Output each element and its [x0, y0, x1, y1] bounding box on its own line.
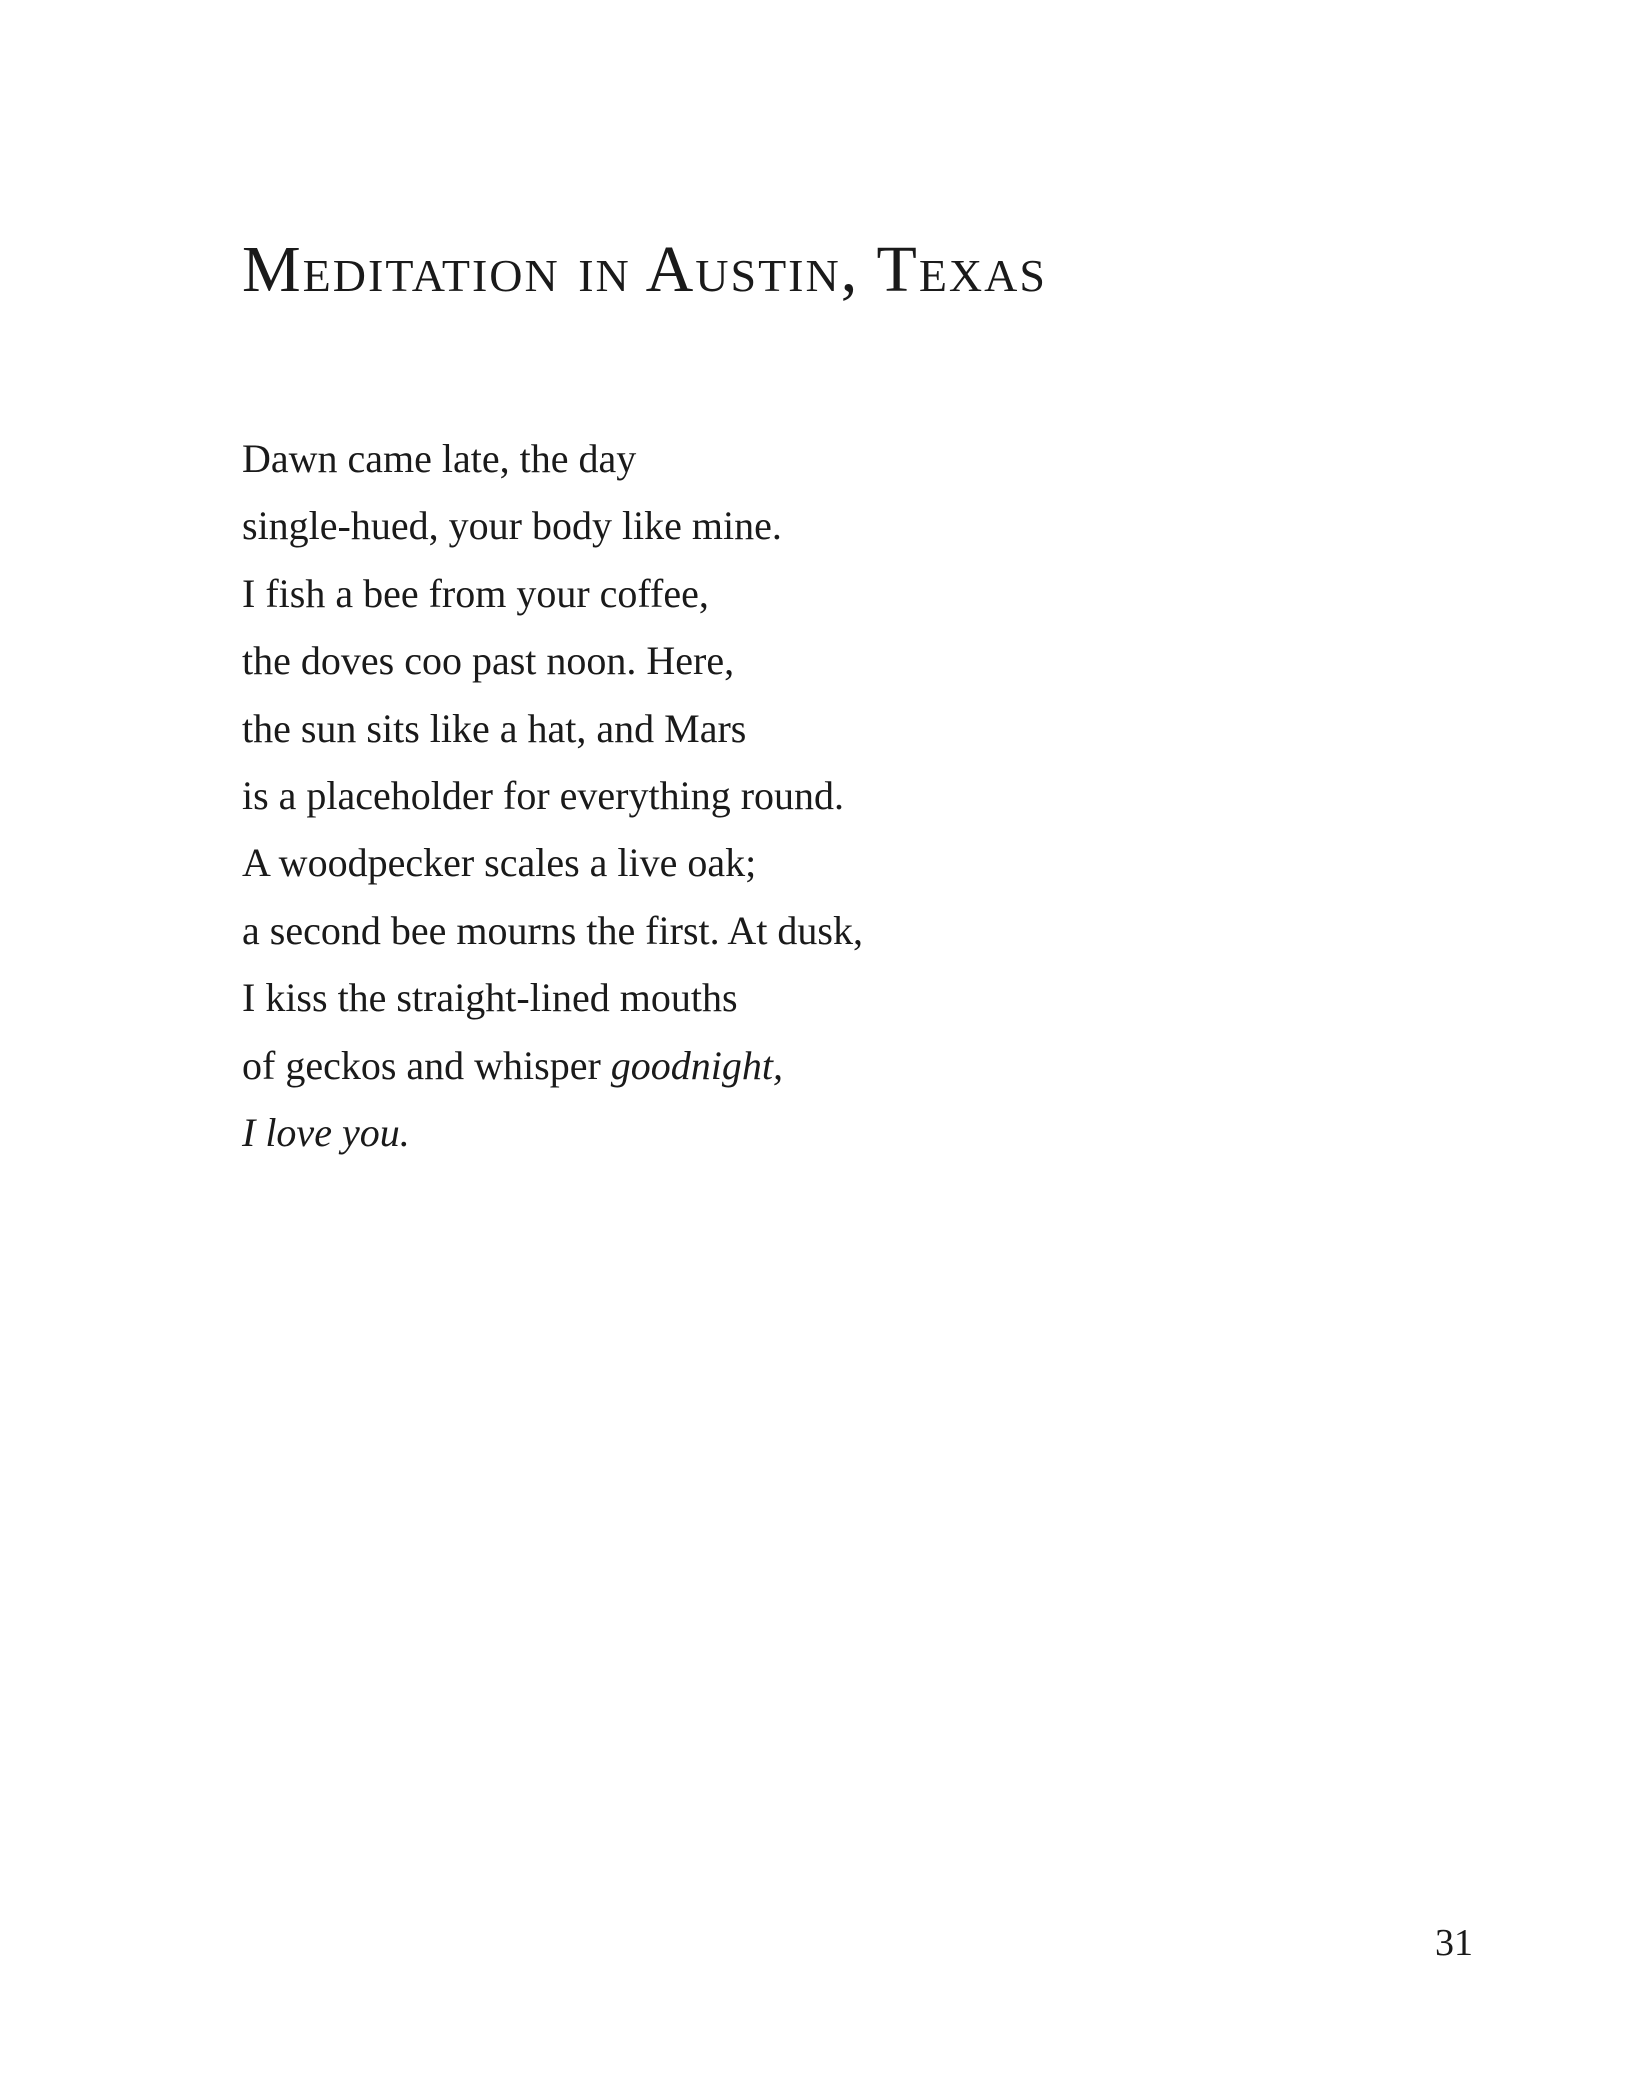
poem-line-italic-part: goodnight,	[610, 1042, 784, 1088]
poem-line: A woodpecker scales a live oak;	[242, 840, 757, 886]
poem-line: Dawn came late, the day	[242, 436, 637, 481]
poem-line: single-hued, your body like mine.	[242, 503, 782, 549]
page-number: 31	[1435, 1922, 1473, 1964]
poem-line: a second bee mourns the first. At dusk,	[242, 907, 863, 953]
poem-line: I love you.	[242, 1110, 410, 1156]
poem-line: the sun sits like a hat, and Mars	[242, 705, 747, 751]
poem-title: Meditation in Austin, Texas	[242, 233, 1047, 306]
poem-line: the doves coo past noon. Here,	[242, 638, 735, 684]
poem-line: I kiss the straight-lined mouths	[242, 975, 738, 1021]
poem-line: is a placeholder for everything round.	[242, 773, 845, 819]
poem-line	[242, 1032, 863, 1099]
poem-line: I fish a bee from your coffee,	[242, 570, 709, 616]
poem-line-roman-part: of geckos and whisper	[242, 1042, 611, 1088]
poem-body	[242, 425, 863, 1166]
